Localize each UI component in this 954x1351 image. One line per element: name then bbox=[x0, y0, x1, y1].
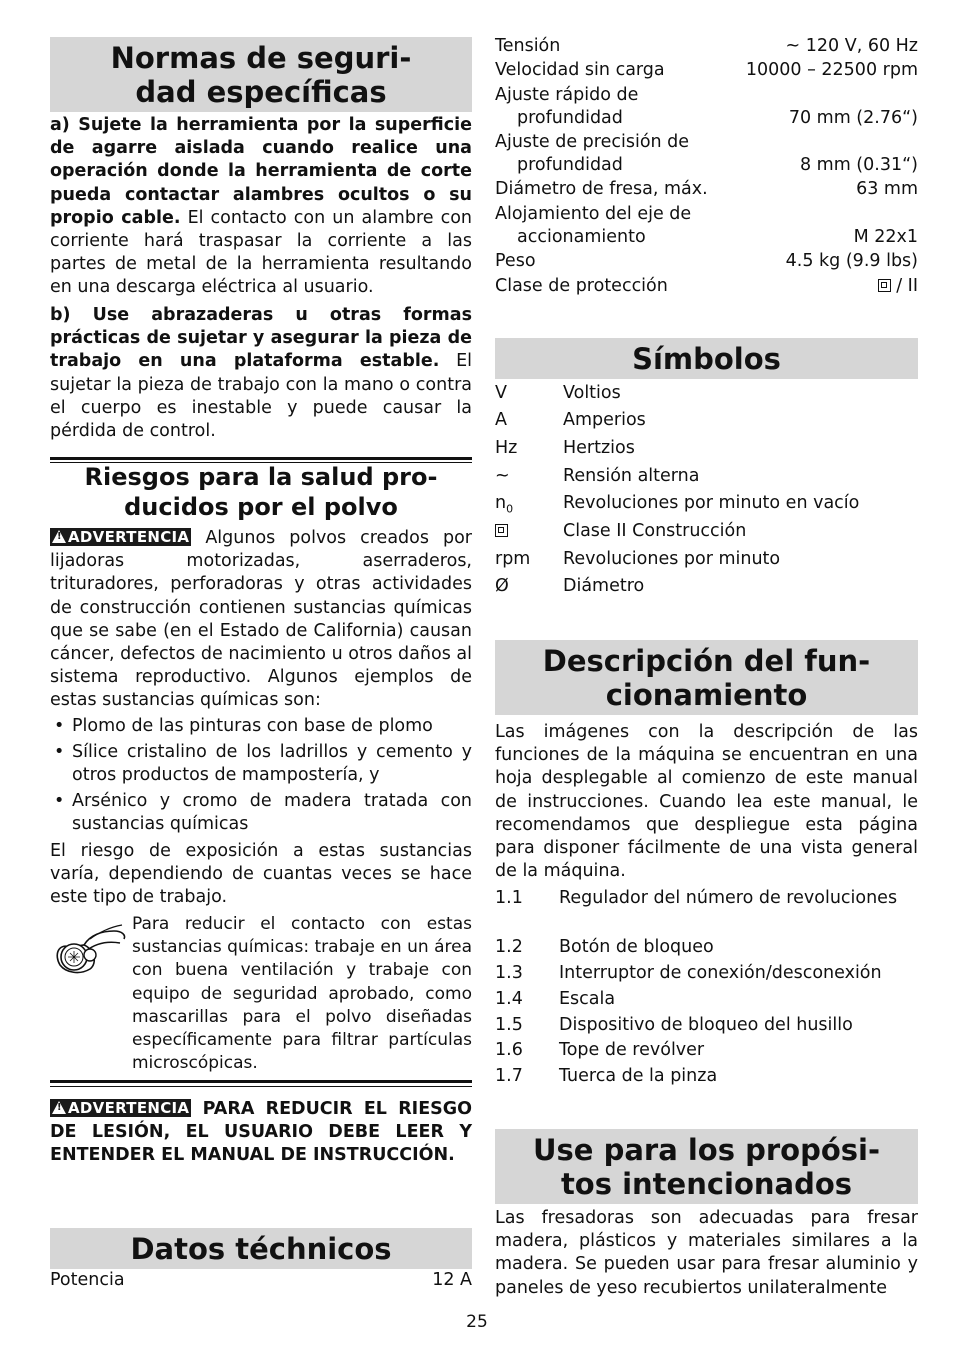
page-number: 25 bbox=[466, 1312, 488, 1332]
normas-b-text: El sujetar la pieza de trabajo con la mano o contra el cuerpo es inestable y puede causar la pérdida de control. bbox=[50, 351, 472, 442]
spec-row bbox=[495, 84, 918, 131]
uso-title-line2: tos intencionados bbox=[560, 1166, 853, 1201]
bullet-dot: • bbox=[54, 791, 65, 811]
riesgos-intro bbox=[50, 527, 472, 713]
symbol: ~ bbox=[495, 466, 510, 486]
function-number: 1.1 bbox=[495, 888, 523, 908]
warning-badge-label: ADVERTENCIA bbox=[68, 1099, 190, 1117]
riesgos-heading bbox=[50, 462, 472, 522]
respirator-mask-icon bbox=[50, 913, 128, 975]
symbol-description: Diámetro bbox=[563, 576, 645, 596]
normas-a-text: El contacto con un alambre con corriente hará traspasar la corriente a las partes de metal de la herramienta resultando en una descarga eléctrica al usuario. bbox=[50, 207, 472, 298]
function-text: Interruptor de conexión/desconexión bbox=[559, 963, 882, 983]
function-item bbox=[495, 887, 918, 935]
spec-label: Alojamiento del eje de bbox=[495, 204, 692, 224]
spec-value-text: / II bbox=[890, 276, 918, 296]
spec-label: Clase de protección bbox=[495, 276, 668, 296]
function-number: 1.4 bbox=[495, 989, 523, 1009]
function-text: Escala bbox=[559, 989, 616, 1009]
normas-paragraph-a bbox=[50, 114, 472, 300]
spec-row bbox=[495, 131, 918, 178]
function-text: Tope de revólver bbox=[559, 1040, 705, 1060]
spec-label-continuation: accionamiento bbox=[517, 227, 646, 247]
warning-badge bbox=[50, 528, 191, 546]
bullet-dot: • bbox=[54, 742, 65, 762]
spec-label-continuation: profundidad bbox=[517, 155, 623, 175]
spec-label: Ajuste de precisión de bbox=[495, 132, 690, 152]
divider-thick bbox=[50, 1080, 472, 1083]
class-ii-icon bbox=[495, 524, 508, 537]
warning-triangle-icon bbox=[52, 530, 66, 543]
symbol-description: Rensión alterna bbox=[563, 466, 700, 486]
warning2-text: PARA REDUCIR EL RIESGO DE LESIÓN, EL USUARIO DEBE LEER Y ENTENDER EL MANUAL DE INSTRUCCIÓN. bbox=[50, 1099, 472, 1166]
spec-value bbox=[878, 275, 918, 299]
normas-a-bold: a) Sujete la herramienta por la superficie de agarre aislada cuando realice una operación donde la herramienta de corte pueda contactar alambres ocultos o su propio cable. bbox=[50, 115, 472, 228]
spec-label: Potencia bbox=[50, 1270, 125, 1290]
datos-title: Datos téchnicos bbox=[130, 1231, 392, 1266]
descripcion-text: Las imágenes con la descripción de las funciones de la máquina se encuentran en una hoja desplegable al comienzo de este manual de instrucciones. Cuando lea este manual, le recomendamos que despliegue esta página para disponer fácilmente de una vista general de la máquina. bbox=[495, 722, 918, 882]
symbol: Hz bbox=[495, 438, 518, 458]
datos-heading bbox=[50, 1228, 472, 1269]
symbol-description: Voltios bbox=[563, 383, 621, 403]
spec-label: Tensión bbox=[495, 36, 561, 56]
uso-heading bbox=[495, 1129, 918, 1204]
spec-value: 63 mm bbox=[856, 179, 918, 199]
descripcion-title-line1: Descripción del fun- bbox=[542, 643, 871, 678]
symbol bbox=[495, 491, 513, 522]
function-text: Botón de bloqueo bbox=[559, 937, 714, 957]
spec-row bbox=[495, 203, 918, 250]
warning-triangle-icon bbox=[52, 1101, 66, 1114]
function-number: 1.5 bbox=[495, 1015, 523, 1035]
bullet-text: Plomo de las pinturas con base de plomo bbox=[72, 716, 433, 736]
function-number: 1.3 bbox=[495, 963, 523, 983]
spec-value: 8 mm (0.31“) bbox=[799, 155, 918, 175]
spec-label: Velocidad sin carga bbox=[495, 60, 665, 80]
symbol: rpm bbox=[495, 549, 531, 569]
riesgos-title-line2: ducidos por el polvo bbox=[124, 493, 398, 521]
riesgos-title-line1: Riesgos para la salud pro- bbox=[84, 463, 438, 491]
symbol-description: Amperios bbox=[563, 410, 646, 430]
spec-label-continuation: profundidad bbox=[517, 108, 623, 128]
function-text: Tuerca de la pinza bbox=[559, 1066, 718, 1086]
symbol-description: Revoluciones por minuto en vacío bbox=[563, 493, 860, 513]
symbol bbox=[495, 519, 508, 543]
symbol: V bbox=[495, 383, 507, 403]
spec-value: ~ 120 V, 60 Hz bbox=[785, 36, 918, 56]
warning-badge bbox=[50, 1099, 191, 1117]
riesgos-risk-text: El riesgo de exposición a estas sustancias varía, dependiendo de cuantas veces se hace este tipo de trabajo. bbox=[50, 841, 472, 908]
function-text: Regulador del número de revoluciones bbox=[559, 888, 898, 908]
symbol-description: Revoluciones por minuto bbox=[563, 549, 781, 569]
symbol: A bbox=[495, 410, 507, 430]
function-number: 1.2 bbox=[495, 937, 523, 957]
spec-value: M 22x1 bbox=[853, 227, 918, 247]
bullet-text: Arsénico y cromo de madera tratada con sustancias químicas bbox=[72, 791, 472, 834]
symbol-description: Clase II Construcción bbox=[563, 521, 747, 541]
function-number: 1.7 bbox=[495, 1066, 523, 1086]
spec-value: 4.5 kg (9.9 lbs) bbox=[785, 251, 918, 271]
mask-text: Para reducir el contacto con estas sustancias químicas: trabaje en un área con buena ventilación y trabaje con equipo de seguridad aprobado, como mascarillas para el polvo diseñadas específicamente para filtrar partículas microscópicas. bbox=[132, 914, 472, 1074]
spec-value: 70 mm (2.76“) bbox=[788, 108, 918, 128]
spec-label: Peso bbox=[495, 251, 536, 271]
simbolos-heading bbox=[495, 338, 918, 379]
function-text: Dispositivo de bloqueo del husillo bbox=[559, 1015, 853, 1035]
symbol-subscript: 0 bbox=[506, 502, 514, 516]
descripcion-heading bbox=[495, 640, 918, 715]
simbolos-title: Símbolos bbox=[632, 341, 781, 376]
spec-label: Diámetro de fresa, máx. bbox=[495, 179, 708, 199]
riesgos-intro-text: Algunos polvos creados por lijadoras motorizadas, aserraderos, trituradores, perforadoras y otras actividades de construcción contienen sustancias químicas que se sabe (en el Estado de California) causan cáncer, defectos de nacimiento u otros daños al sistema reproductivo. Algunos ejemplos de estas sustancias químicas son: bbox=[50, 528, 472, 711]
symbol-description: Hertzios bbox=[563, 438, 635, 458]
bullet-dot: • bbox=[54, 716, 65, 736]
uso-text: Las fresadoras son adecuadas para fresar madera, plásticos y materiales similares a la madera. Se pueden usar para fresar aluminio y paneles de yeso recubiertos unilateralmente bbox=[495, 1208, 918, 1298]
spec-value: 10000 – 22500 rpm bbox=[745, 60, 918, 80]
uso-title-line1: Use para los propósi- bbox=[533, 1132, 880, 1167]
divider-thick bbox=[50, 457, 472, 460]
symbol-base: n bbox=[495, 493, 507, 513]
bullet-text: Sílice cristalino de los ladrillos y cemento y otros productos de mampostería, y bbox=[72, 742, 472, 785]
class-ii-icon bbox=[878, 279, 891, 292]
divider-thin bbox=[50, 1086, 472, 1087]
spec-label: Ajuste rápido de bbox=[495, 85, 639, 105]
normas-paragraph-b bbox=[50, 304, 472, 443]
warning2-paragraph bbox=[50, 1098, 472, 1168]
normas-b-bold: b) Use abrazaderas u otras formas prácticas de sujetar y asegurar la pieza de trabajo en una plataforma estable. bbox=[50, 305, 472, 372]
spec-value: 12 A bbox=[432, 1270, 472, 1290]
function-number: 1.6 bbox=[495, 1040, 523, 1060]
symbol: Ø bbox=[495, 576, 509, 596]
warning-badge-label: ADVERTENCIA bbox=[68, 528, 190, 546]
normas-title-line2: dad específicas bbox=[135, 74, 387, 109]
normas-title-line1: Normas de seguri- bbox=[110, 40, 412, 75]
descripcion-title-line2: cionamiento bbox=[605, 677, 808, 712]
normas-heading bbox=[50, 37, 472, 112]
